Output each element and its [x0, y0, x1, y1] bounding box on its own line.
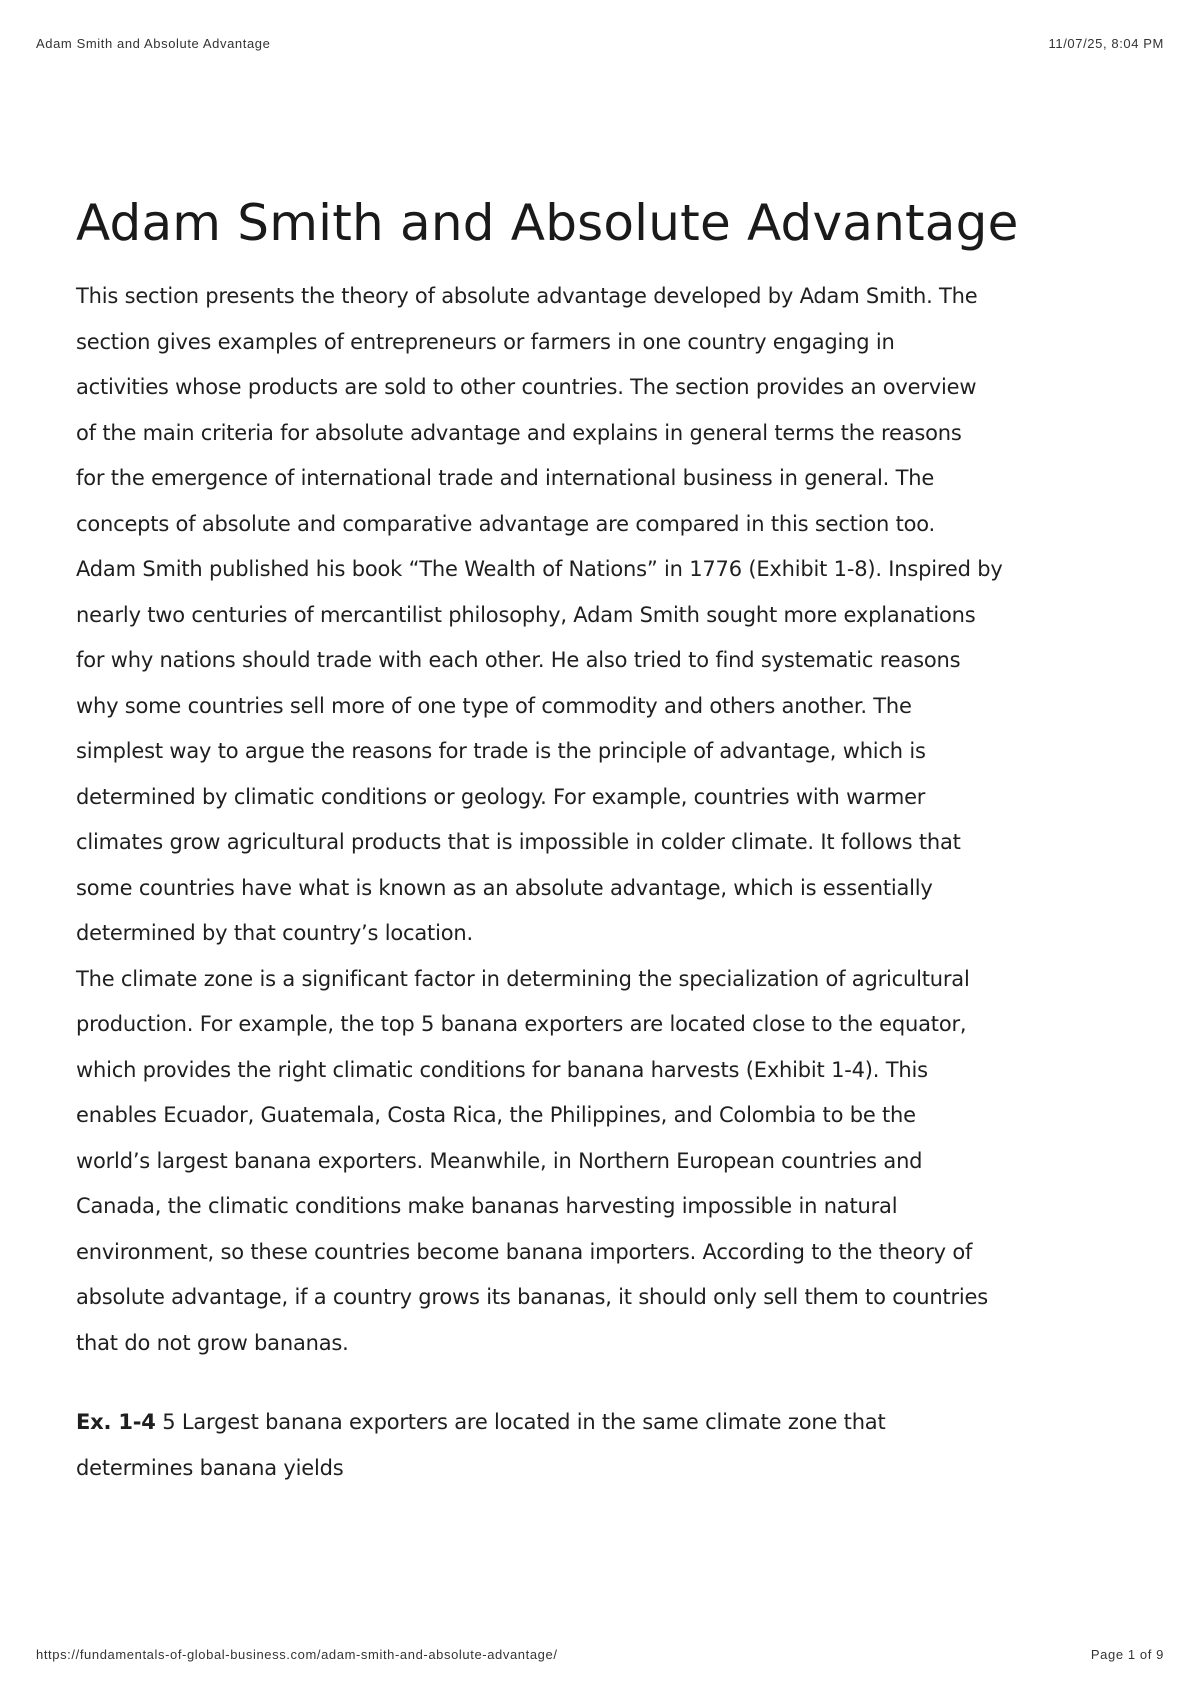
- text-line: The climate zone is a significant factor in determining the specialization of agricultural: [76, 966, 970, 991]
- text-line: simplest way to argue the reasons for trade is the principle of advantage, which is: [76, 739, 926, 763]
- text-line: Adam Smith published his book “The Wealth of Nations” in 1776 (Exhibit 1-8). Inspired by: [76, 557, 1003, 581]
- text-line: section gives examples of entrepreneurs or farmers in one country engaging in: [76, 329, 895, 354]
- caption-text: 5 Largest banana exporters are located in the same climate zone that: [162, 1410, 886, 1434]
- print-header-datetime: 11/07/25, 8:04 PM: [1048, 36, 1164, 51]
- text-line: climates grow agricultural products that is impossible in colder climate. It follows that: [76, 830, 961, 854]
- print-footer: [36, 1647, 1164, 1662]
- text-line: determined by that country’s location.: [76, 921, 473, 945]
- text-line: activities whose products are sold to other countries. The section provides an overview: [76, 375, 977, 399]
- text-line: Canada, the climatic conditions make bananas harvesting impossible in natural: [76, 1194, 898, 1218]
- text-line: which provides the right climatic conditions for banana harvests (Exhibit 1-4). This: [76, 1057, 928, 1082]
- page-title: Adam Smith and Absolute Advantage: [76, 194, 1019, 252]
- print-header: [36, 36, 1164, 51]
- text-line: concepts of absolute and comparative advantage are compared in this section too.: [76, 511, 936, 536]
- article: [76, 186, 1136, 1491]
- text-line: absolute advantage, if a country grows its bananas, it should only sell them to countries: [76, 1285, 988, 1309]
- intro-paragraph: [76, 274, 1136, 957]
- text-line: environment, so these countries become banana importers. According to the theory of: [76, 1239, 973, 1264]
- caption-line: determines banana yields: [76, 1455, 344, 1480]
- text-line: of the main criteria for absolute advantage and explains in general terms the reasons: [76, 420, 962, 445]
- exhibit-caption: [76, 1400, 1136, 1491]
- climate-paragraph: [76, 957, 1136, 1367]
- text-line: that do not grow bananas.: [76, 1330, 349, 1355]
- text-line: world’s largest banana exporters. Meanwhile, in Northern European countries and: [76, 1148, 923, 1173]
- text-line: for why nations should trade with each other. He also tried to find systematic reasons: [76, 648, 961, 672]
- caption-line: [76, 1400, 1136, 1446]
- page-url: https://fundamentals-of-global-business.com/adam-smith-and-absolute-advantage/: [36, 1647, 558, 1662]
- page-number: Page 1 of 9: [1090, 1647, 1164, 1662]
- text-line: some countries have what is known as an absolute advantage, which is essentially: [76, 875, 933, 900]
- text-line: production. For example, the top 5 banana exporters are located close to the equator,: [76, 1012, 967, 1036]
- text-line: nearly two centuries of mercantilist philosophy, Adam Smith sought more explanations: [76, 602, 976, 627]
- exhibit-label: Ex. 1-4: [76, 1410, 156, 1434]
- text-line: This section presents the theory of absolute advantage developed by Adam Smith. The: [76, 284, 978, 308]
- text-line: determined by climatic conditions or geology. For example, countries with warmer: [76, 784, 926, 809]
- print-header-title: Adam Smith and Absolute Advantage: [36, 36, 271, 51]
- text-line: enables Ecuador, Guatemala, Costa Rica, the Philippines, and Colombia to be the: [76, 1103, 916, 1127]
- text-line: why some countries sell more of one type of commodity and others another. The: [76, 693, 912, 718]
- text-line: for the emergence of international trade and international business in general. The: [76, 466, 935, 490]
